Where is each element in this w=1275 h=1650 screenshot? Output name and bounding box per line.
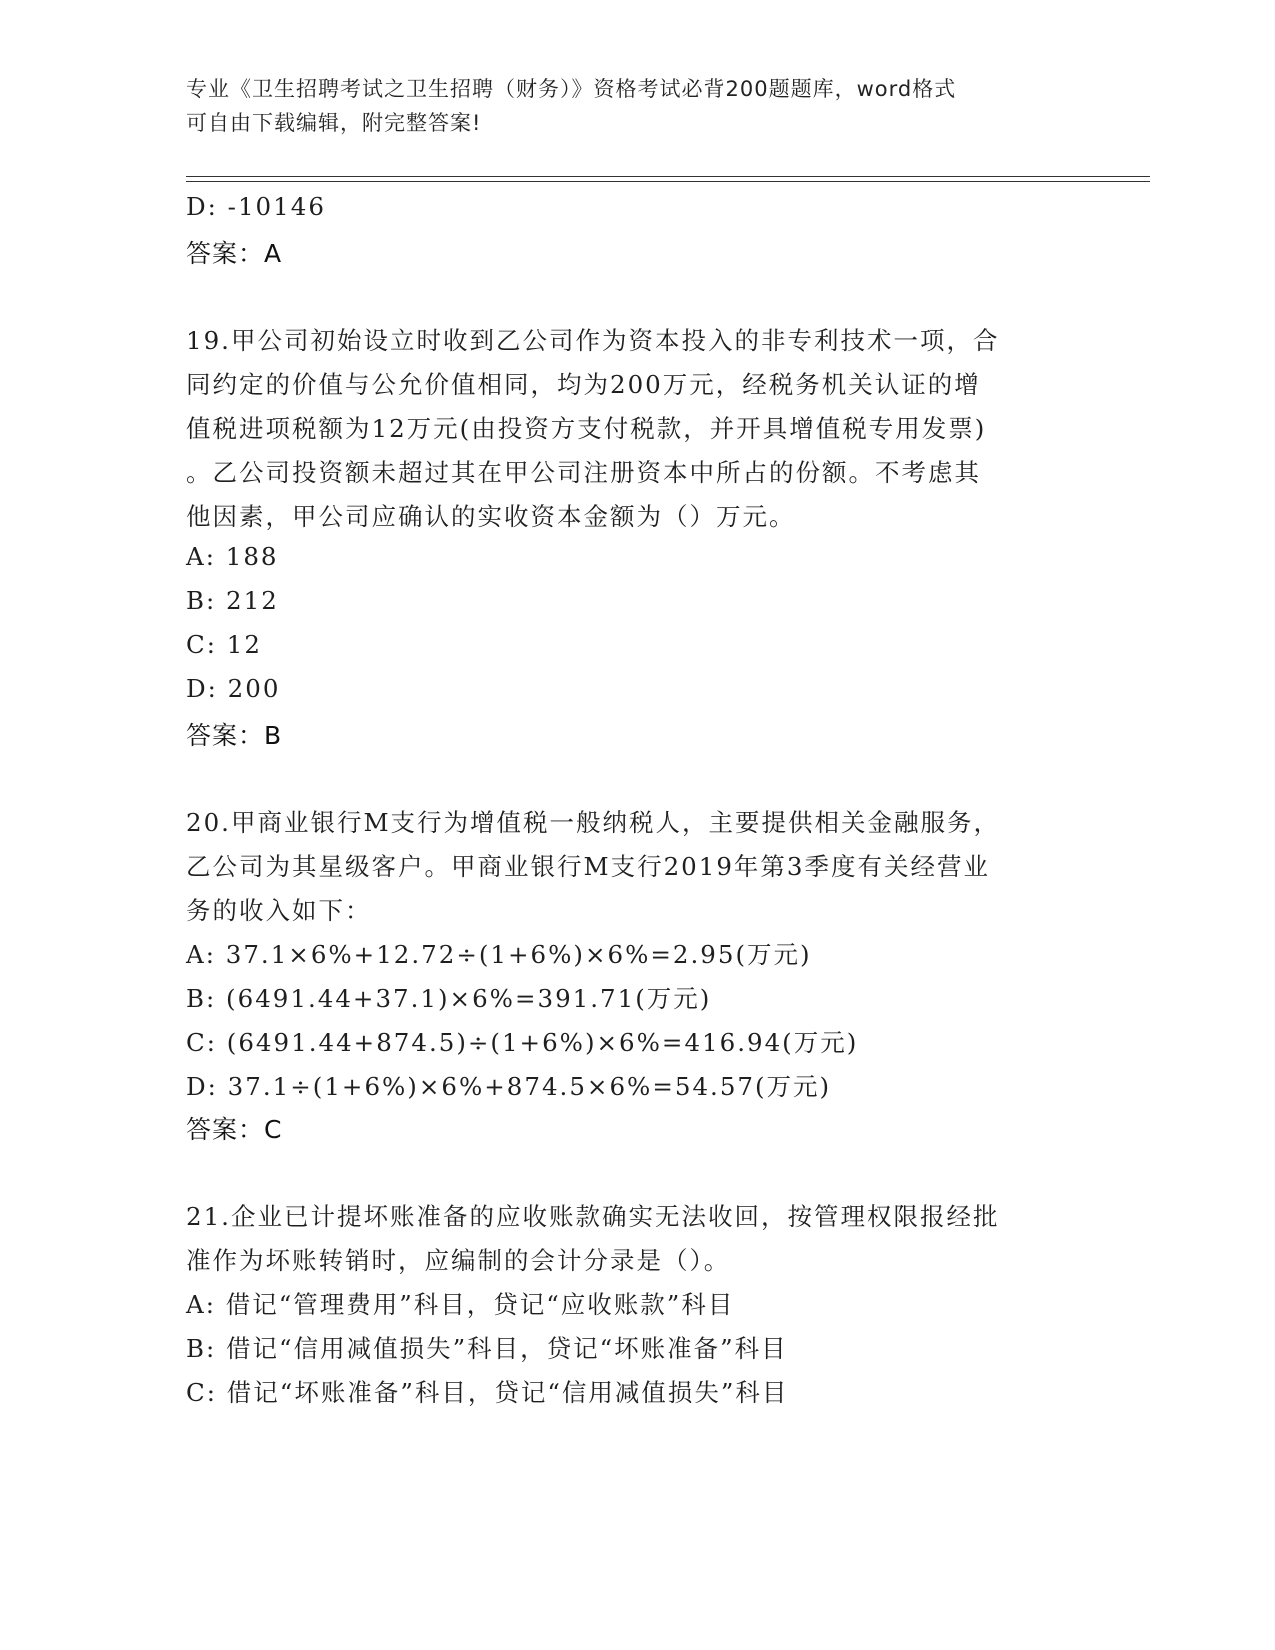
q21-stem-line-2: 准作为坏账转销时，应编制的会计分录是（）。 (186, 1246, 731, 1275)
header-rule-top (186, 176, 1150, 177)
q19-stem-line-4: 。乙公司投资额未超过其在甲公司注册资本中所占的份额。不考虑其 (186, 458, 981, 487)
prev-answer: 答案：A (186, 239, 283, 268)
q20-option-c: C: (6491.44+874.5)÷(1+6%)×6%=416.94(万元) (186, 1028, 859, 1057)
q20-option-b: B: (6491.44+37.1)×6%=391.71(万元) (186, 984, 712, 1013)
header-rule-bottom (186, 181, 1150, 182)
prev-option-d: D: -10146 (186, 192, 326, 221)
q21-option-b: B: 借记“信用减值损失”科目，贷记“坏账准备”科目 (186, 1334, 788, 1363)
q21-stem-line-1: 21.企业已计提坏账准备的应收账款确实无法收回，按管理权限报经批 (186, 1202, 1000, 1231)
q20-stem-line-1: 20.甲商业银行M支行为增值税一般纳税人，主要提供相关金融服务， (186, 808, 1001, 837)
q19-option-b: B: 212 (186, 586, 279, 615)
q19-stem-line-1: 19.甲公司初始设立时收到乙公司作为资本投入的非专利技术一项，合 (186, 326, 1000, 355)
q20-answer: 答案：C (186, 1115, 283, 1144)
header-line-2: 可自由下载编辑，附完整答案! (186, 111, 482, 135)
document-header (186, 72, 1086, 140)
q19-answer: 答案：B (186, 721, 283, 750)
q20-option-a: A: 37.1×6%+12.72÷(1+6%)×6%=2.95(万元) (186, 940, 812, 969)
q19-option-a: A: 188 (186, 542, 279, 571)
q20-stem-line-3: 务的收入如下： (186, 896, 372, 925)
q19-stem-line-2: 同约定的价值与公允价值相同，均为200万元，经税务机关认证的增 (186, 370, 981, 399)
header-line-1: 专业《卫生招聘考试之卫生招聘（财务）》资格考试必背200题题库，word格式 (186, 77, 957, 101)
q19-option-d: D: 200 (186, 674, 281, 703)
q20-stem-line-2: 乙公司为其星级客户。甲商业银行M支行2019年第3季度有关经营业 (186, 852, 991, 881)
q19-stem-line-3: 值税进项税额为12万元(由投资方支付税款，并开具增值税专用发票) (186, 414, 987, 443)
q19-option-c: C: 12 (186, 630, 262, 659)
q21-option-a: A: 借记“管理费用”科目，贷记“应收账款”科目 (186, 1290, 735, 1319)
q20-option-d: D: 37.1÷(1+6%)×6%+874.5×6%=54.57(万元) (186, 1072, 832, 1101)
q21-option-c: C: 借记“坏账准备”科目，贷记“信用减值损失”科目 (186, 1378, 789, 1407)
q19-stem-line-5: 他因素，甲公司应确认的实收资本金额为（）万元。 (186, 502, 796, 531)
